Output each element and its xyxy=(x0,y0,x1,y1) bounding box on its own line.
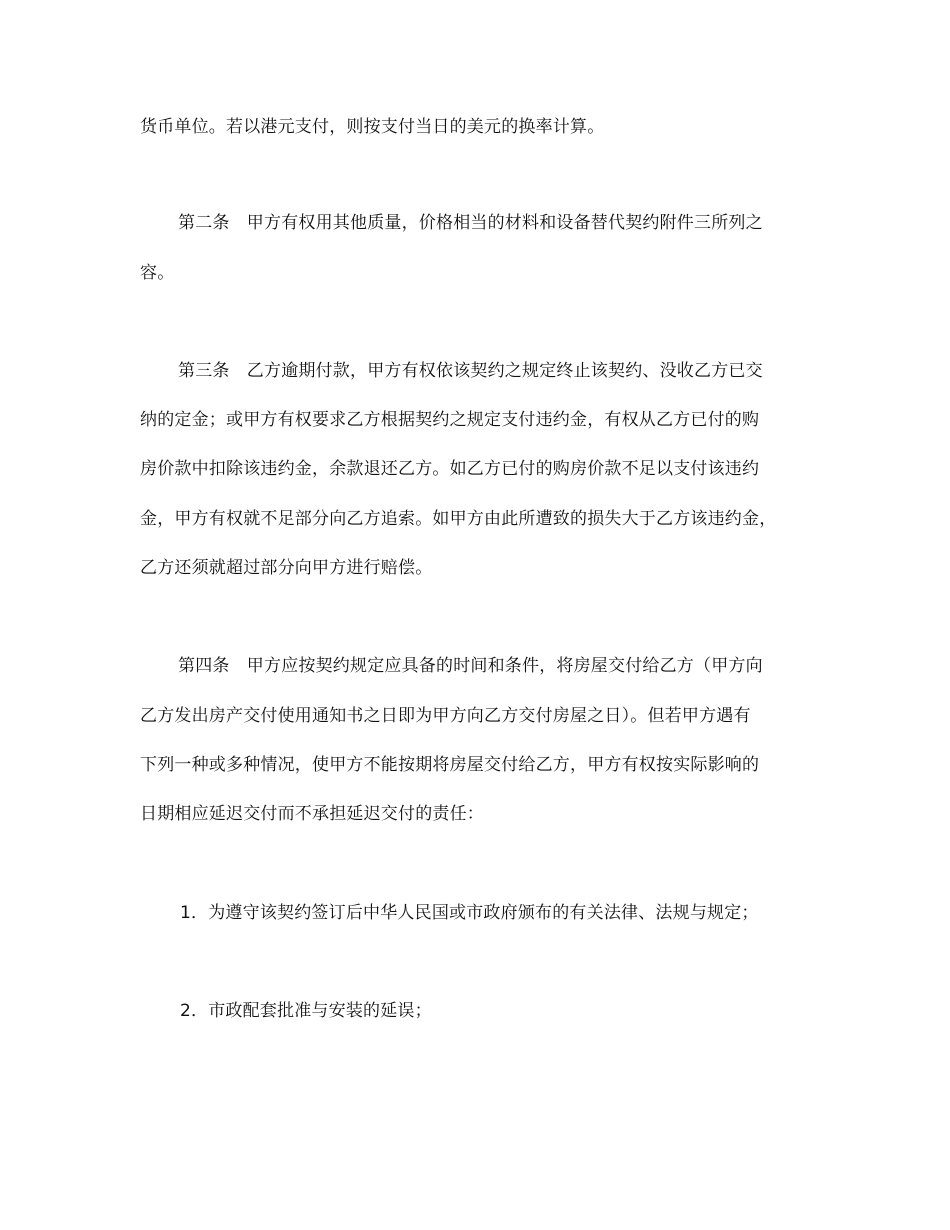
list-item-1: 1．为遵守该契约签订后中华人民国或市政府颁布的有关法律、法规与规定； xyxy=(180,903,759,923)
intro-tail-line: 货币单位。若以港元支付，则按支付当日的美元的换率计算。 xyxy=(140,117,605,137)
article-3-line-5: 乙方还须就超过部分向甲方进行赔偿。 xyxy=(140,558,433,578)
article-2-line-1: 第二条 甲方有权用其他质量，价格相当的材料和设备替代契约附件三所列之 xyxy=(178,213,763,233)
article-4-line-3: 下列一种或多种情况，使甲方不能按期将房屋交付给乙方，甲方有权按实际影响的 xyxy=(140,755,760,775)
article-3-line-3: 房价款中扣除该违约金，余款退还乙方。如乙方已付的购房价款不足以支付该违约 xyxy=(140,459,760,479)
article-3-line-1: 第三条 乙方逾期付款，甲方有权依该契约之规定终止该契约、没收乙方已交 xyxy=(178,361,763,381)
article-4-line-1: 第四条 甲方应按契约规定应具备的时间和条件，将房屋交付给乙方（甲方向 xyxy=(178,656,763,676)
article-2-line-2: 容。 xyxy=(140,263,175,283)
article-4-line-4: 日期相应延迟交付而不承担延迟交付的责任： xyxy=(140,804,484,824)
article-3-line-2: 纳的定金；或甲方有权要求乙方根据契约之规定支付违约金，有权从乙方已付的购 xyxy=(140,410,760,430)
list-item-2: 2．市政配套批准与安装的延误； xyxy=(180,1001,432,1021)
article-4-line-2: 乙方发出房产交付使用通知书之日即为甲方向乙方交付房屋之日）。但若甲方遇有 xyxy=(140,706,751,726)
article-3-line-4: 金，甲方有权就不足部分向乙方追索。如甲方由此所遭致的损失大于乙方该违约金， xyxy=(140,509,777,529)
